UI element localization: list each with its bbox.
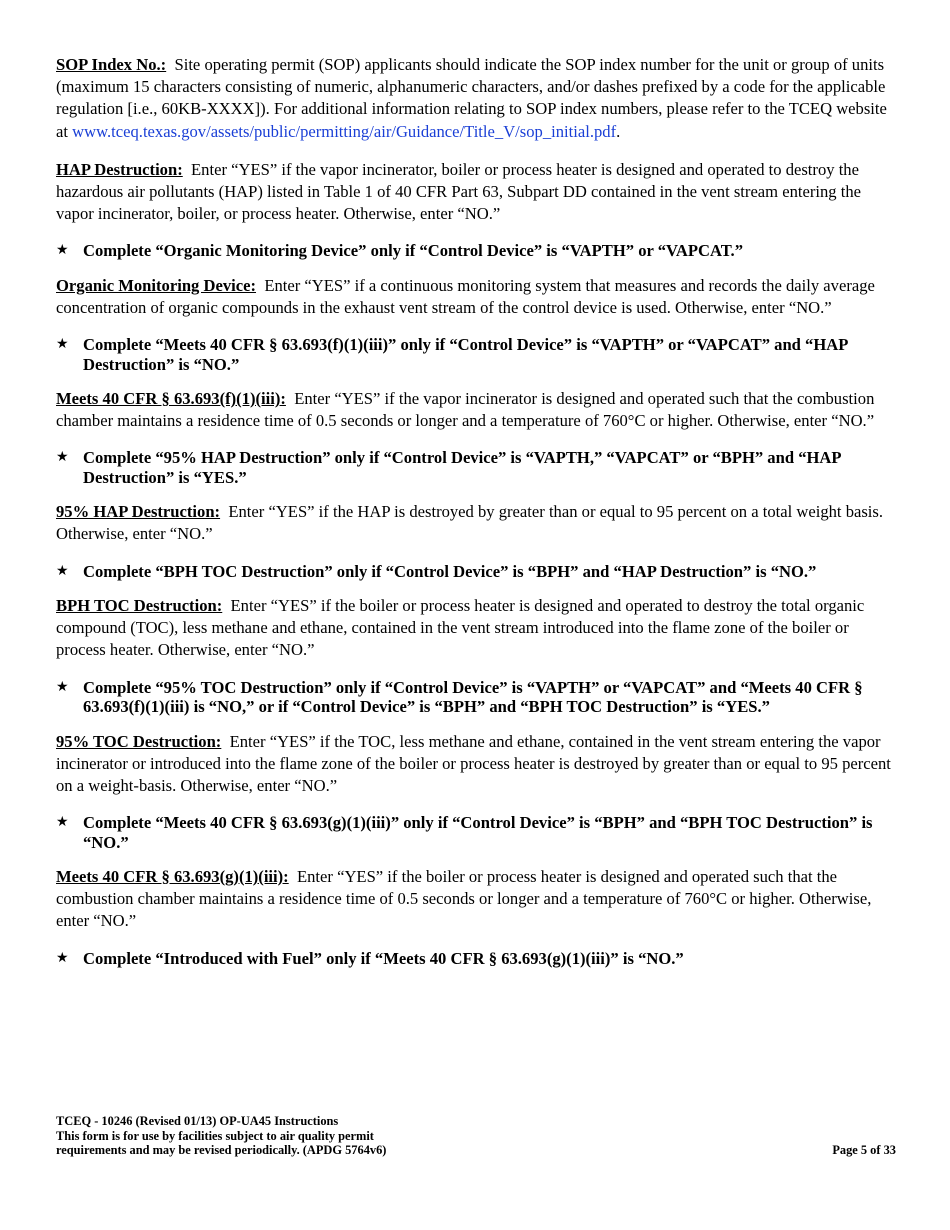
hap-95-note	[56, 448, 896, 487]
note-text: Complete “Introduced with Fuel” only if “Meets 40 CFR § 63.693(g)(1)(iii)” is “NO.”	[83, 948, 684, 968]
footer-revision-line: requirements and may be revised periodically. (APDG 5764v6)	[56, 1143, 387, 1157]
bph-toc-note	[56, 562, 896, 581]
hap-destruction-term: HAP Destruction:	[56, 159, 183, 179]
note-text: Complete “BPH TOC Destruction” only if “Control Device” is “BPH” and “HAP Destruction” is “NO.”	[83, 561, 817, 581]
star-icon: ★	[56, 679, 69, 695]
sop-index-paragraph	[56, 54, 896, 143]
sop-index-link[interactable]: www.tceq.texas.gov/assets/public/permitting/air/Guidance/Title_V/sop_initial.pdf	[72, 121, 617, 141]
meets-f1iii-text: Enter “YES” if the vapor incinerator is designed and operated such that the combustion chamber maintains a residence time of 0.5 seconds or longer and a temperature of 760°C or higher. Otherwise, enter “NO.”	[56, 389, 875, 431]
note-text: Complete “Meets 40 CFR § 63.693(f)(1)(iii)” only if “Control Device” is “VAPTH” or “VAPCAT” and “HAP Destruction” is “NO.”	[83, 335, 848, 374]
toc-95-paragraph	[56, 731, 896, 798]
star-icon: ★	[56, 450, 69, 466]
meets-g1iii-paragraph	[56, 866, 896, 933]
meets-g1iii-text: Enter “YES” if the boiler or process heater is designed and operated such that the combustion chamber maintains a residence time of 0.5 seconds or longer and a temperature of 760°C or higher. Otherwise, enter “NO.”	[56, 866, 872, 931]
meets-f1iii-note	[56, 335, 896, 374]
footer-usage-line: This form is for use by facilities subject to air quality permit	[56, 1128, 374, 1143]
note-text: Complete “Meets 40 CFR § 63.693(g)(1)(iii)” only if “Control Device” is “BPH” and “BPH TOC Destruction” is “NO.”	[83, 813, 873, 852]
footer-form-info	[56, 1114, 386, 1158]
organic-monitoring-term: Organic Monitoring Device:	[56, 275, 257, 295]
star-icon: ★	[56, 950, 69, 966]
introduced-fuel-note	[56, 949, 896, 968]
star-icon: ★	[56, 243, 69, 259]
sop-index-text: Site operating permit (SOP) applicants should indicate the SOP index number for the unit or group of units (maximum 15 characters consisting of numeric, alphanumeric characters, and/or dashes prefixed by a code for the applicable regulation [i.e., 60KB-XXXX]). For additional information relating to SOP index numbers, please refer to the TCEQ website at	[56, 55, 887, 141]
note-text: Complete “Organic Monitoring Device” only if “Control Device” is “VAPTH” or “VAPCAT.”	[83, 241, 743, 261]
document-body	[56, 54, 896, 982]
meets-g1iii-term: Meets 40 CFR § 63.693(g)(1)(iii):	[56, 866, 289, 886]
footer-form-id: TCEQ - 10246 (Revised 01/13) OP-UA45 Instructions	[56, 1114, 339, 1128]
hap-95-paragraph	[56, 501, 896, 545]
meets-f1iii-paragraph	[56, 388, 896, 432]
star-icon: ★	[56, 563, 69, 579]
hap-destruction-paragraph	[56, 159, 896, 226]
organic-monitoring-note	[56, 241, 896, 260]
meets-f1iii-term: Meets 40 CFR § 63.693(f)(1)(iii):	[56, 389, 286, 409]
organic-monitoring-paragraph	[56, 275, 896, 319]
sop-index-term: SOP Index No.:	[56, 55, 167, 74]
page-number: Page 5 of 33	[832, 1143, 896, 1157]
toc-95-text: Enter “YES” if the TOC, less methane and ethane, contained in the vent stream entering the vapor incinerator or introduced into the flame zone of the boiler or process heater is destroyed by greater than or equal to 95 percent on a weight-basis. Otherwise, enter “NO.”	[56, 731, 891, 795]
sop-index-period: .	[616, 121, 621, 141]
toc-95-note	[56, 678, 896, 717]
hap-95-term: 95% HAP Destruction:	[56, 502, 221, 522]
bph-toc-term: BPH TOC Destruction:	[56, 596, 223, 616]
toc-95-term: 95% TOC Destruction:	[56, 731, 222, 751]
bph-toc-text: Enter “YES” if the boiler or process heater is designed and operated to destroy the total organic compound (TOC), less methane and ethane, contained in the vent stream introduced into the flame zone of the boiler or process heater. Otherwise, enter “NO.”	[56, 596, 865, 660]
hap-destruction-text: Enter “YES” if the vapor incinerator, boiler or process heater is designed and operated to destroy the hazardous air pollutants (HAP) listed in Table 1 of 40 CFR Part 63, Subpart DD contained in the vent stream entering the vapor incinerator, boiler, or process heater. Otherwise, enter “NO.”	[56, 159, 862, 224]
note-text: Complete “95% TOC Destruction” only if “Control Device” is “VAPTH” or “VAPCAT” and “Meets 40 CFR § 63.693(f)(1)(iii) is “NO,” or if “Control Device” is “BPH” and “BPH TOC Destruction” is “YES.”	[83, 677, 863, 717]
star-icon: ★	[56, 815, 69, 831]
hap-95-text: Enter “YES” if the HAP is destroyed by greater than or equal to 95 percent on a total weight basis. Otherwise, enter “NO.”	[56, 502, 884, 544]
organic-monitoring-text: Enter “YES” if a continuous monitoring system that measures and records the daily average concentration of organic compounds in the exhaust vent stream of the control device is used. Otherwise, enter “NO.”	[56, 275, 875, 318]
meets-g1iii-note	[56, 813, 896, 852]
note-text: Complete “95% HAP Destruction” only if “Control Device” is “VAPTH,” “VAPCAT” or “BPH” and “HAP Destruction” is “YES.”	[83, 448, 841, 487]
page-footer	[56, 1114, 896, 1158]
star-icon: ★	[56, 337, 69, 353]
bph-toc-paragraph	[56, 595, 896, 662]
